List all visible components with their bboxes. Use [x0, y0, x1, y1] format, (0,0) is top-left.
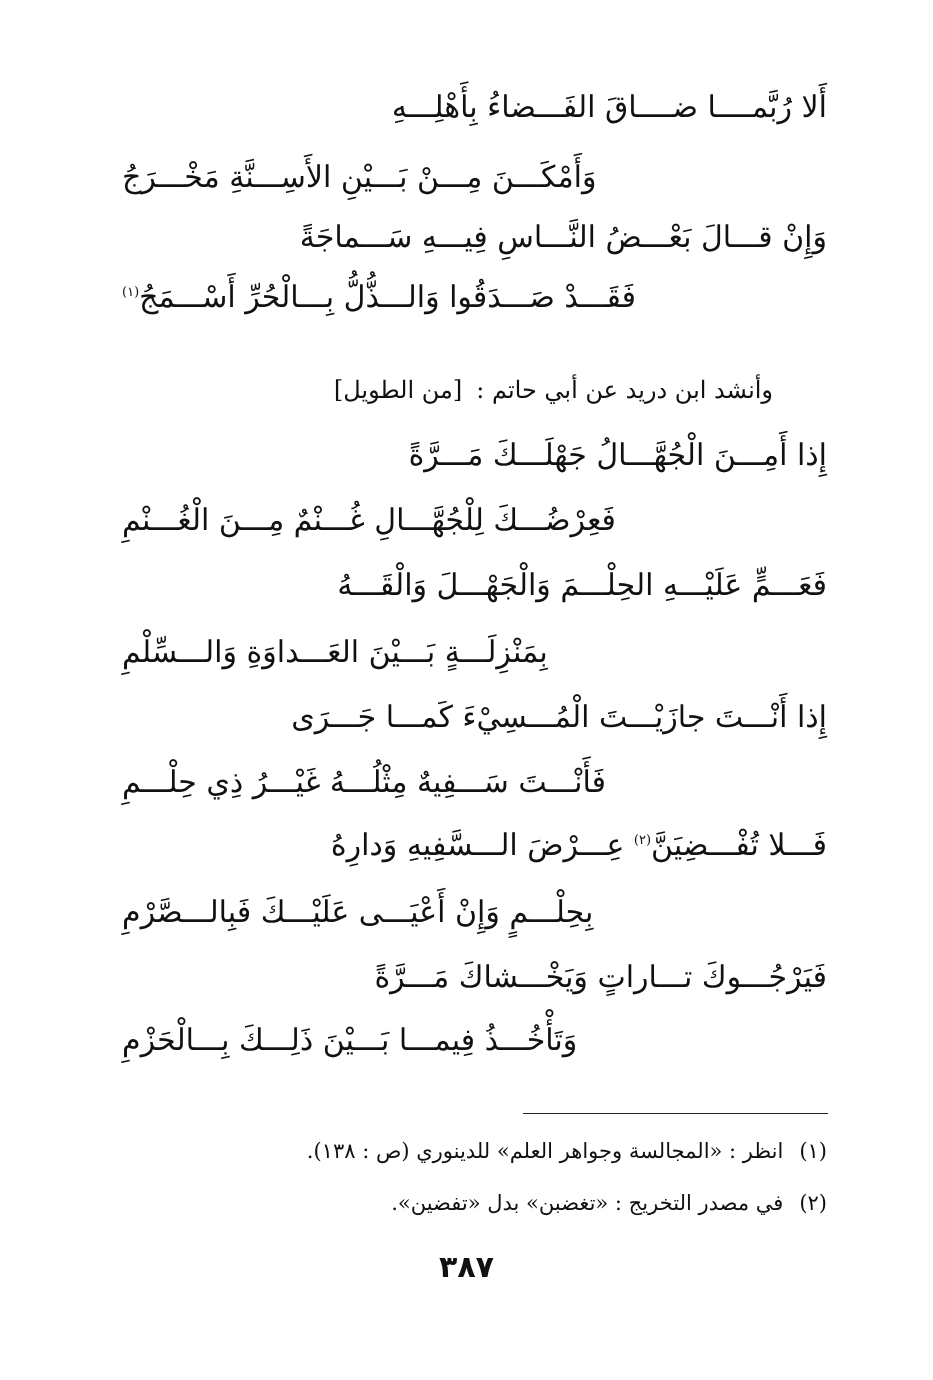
poem2-line-7-part-b: عِـــرْضَ الـــسَّفِيهِ وَدارِهُ [330, 828, 625, 863]
intro-text: وأنشد ابن دريد عن أبي حاتم : [476, 376, 773, 404]
poem1-line-4 [122, 278, 636, 318]
page-number: ٣٨٧ [439, 1250, 494, 1285]
poem1-line-4-text: فَقَـــدْ صَـــدَقُوا وَالـــذُّلُّ بِـــالْحُرِّ أَسْـــمَجُ [139, 280, 637, 315]
poem2-line-9: فَيَرْجُـــوكَ تـــاراتٍ وَيَخْـــشاكَ مَـــرَّةً [374, 960, 827, 995]
meter-label: [من الطويل] [333, 376, 463, 404]
footnote-1 [307, 1136, 827, 1166]
poem1-line-2: وَأَمْكَـــنَ مِـــنْ بَـــيْنِ الأَسِـــنَّةِ مَخْـــرَجُ [122, 160, 597, 195]
poem2-line-3: فَعَـــمٍّ عَلَيْـــهِ الحِلْـــمَ وَالْجَهْـــلَ وَالْقَـــهُ [337, 568, 827, 603]
footnote-divider [523, 1113, 828, 1114]
footnote-2-number: (٢) [799, 1191, 827, 1215]
footnote-1-text: انظر : «المجالسة وجواهر العلم» للدينوري (ص : ١٣٨). [306, 1139, 784, 1163]
poem2-line-6: فَأَنْـــتَ سَـــفِيهٌ مِثْلُـــهُ غَيْـــرُ ذِي حِلْـــمِ [122, 765, 606, 800]
poem1-line-1: أَلا رُبَّمــــا ضــــاقَ الفَـــضاءُ بِأَهْلِـــهِ [391, 90, 827, 125]
poem2-line-7 [331, 826, 827, 866]
poem2-line-10: وَتَأْخُـــذُ فِيمـــا بَـــيْنَ ذَلِـــكَ بِـــالْحَزْمِ [122, 1023, 578, 1058]
poem1-line-3: وَإِنْ قـــالَ بَعْـــضُ النَّـــاسِ فِيـــهِ سَـــماجَةً [299, 220, 827, 255]
intro-line [334, 372, 773, 408]
footnote-1-number: (١) [799, 1139, 827, 1163]
footnote-2 [391, 1188, 827, 1218]
footnote-ref-2: (٢) [633, 833, 652, 848]
poem2-line-1: إِذا أَمِـــنَ الْجُهَّـــالُ جَهْلَـــكَ مَـــرَّةً [408, 438, 827, 473]
poem2-line-7-part-a: فَـــلا تُفْـــضِيَنَّ [651, 828, 827, 863]
poem2-line-8: بِحِلْـــمٍ وَإِنْ أَعْيَـــى عَلَيْـــكَ فَبِالـــصَّرْمِ [122, 895, 594, 930]
footnote-2-text: في مصدر التخريج : «تغضبن» بدل «تفضين». [391, 1191, 784, 1215]
poem2-line-4: بِمَنْزِلَـــةٍ بَـــيْنَ العَـــداوَةِ وَالـــسِّلْمِ [122, 635, 548, 670]
poem2-line-5: إِذا أَنْـــتَ جازَيْـــتَ الْمُـــسِيْءَ كَمـــا جَـــرَى [291, 700, 827, 735]
footnote-ref-1: (١) [122, 285, 140, 300]
poem2-line-2: فَعِرْضُـــكَ لِلْجُهَّـــالِ غُـــنْمٌ مِـــنَ الْغُـــنْمِ [122, 503, 616, 538]
